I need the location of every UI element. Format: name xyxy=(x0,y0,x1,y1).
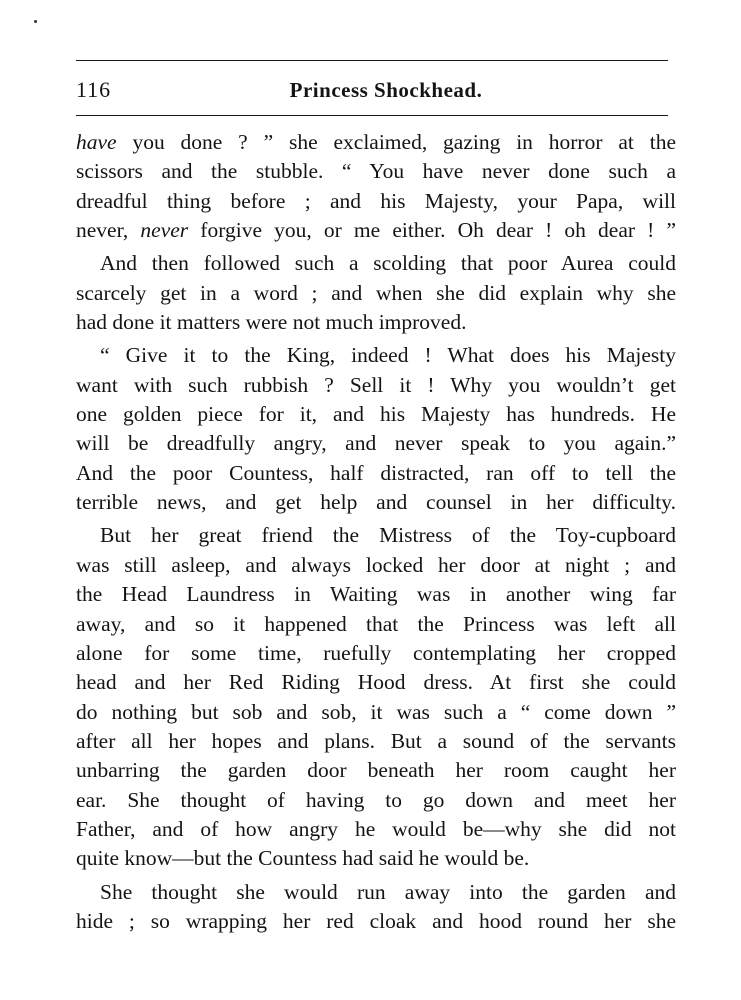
text-line: head and her Red Riding Hood dress. At first she could xyxy=(76,670,676,695)
text-line: was still asleep, and always locked her door at night ; and xyxy=(76,552,676,577)
text-line: ear. She thought of having to go down and meet her xyxy=(76,787,676,812)
text-line: do nothing but sob and sob, it was such a “ come down ” xyxy=(76,699,676,724)
page-number: 116 xyxy=(76,77,112,102)
text-line: one golden piece for it, and his Majesty has hundreds. He xyxy=(76,402,676,427)
emphasis: never xyxy=(140,218,189,243)
body-text xyxy=(76,128,676,936)
text-run: never, xyxy=(76,218,141,243)
text-line xyxy=(76,216,676,245)
page-header xyxy=(76,76,668,104)
text-line: the Head Laundress in Waiting was in another wing far xyxy=(76,582,676,607)
text-line: And then followed such a scolding that poor Aurea could xyxy=(100,251,676,276)
text-run: forgive you, or me either. Oh dear ! oh dear ! ” xyxy=(188,218,677,243)
text-line: dreadful thing before ; and his Majesty, your Papa, will xyxy=(76,188,676,213)
text-run: you done ? ” she exclaimed, gazing in horror at the xyxy=(116,130,676,154)
emphasis: have xyxy=(76,130,117,154)
header-bottom-rule xyxy=(76,115,668,116)
text-line: And the poor Countess, half distracted, ran off to tell the xyxy=(76,460,676,485)
text-line: want with such rubbish ? Sell it ! Why you wouldn’t get xyxy=(76,372,676,397)
speck-mark xyxy=(34,20,37,23)
text-line: away, and so it happened that the Princess was left all xyxy=(76,611,676,636)
text-line: will be dreadfully angry, and never speak to you again.” xyxy=(76,431,676,456)
text-line: hide ; so wrapping her red cloak and hood round her she xyxy=(76,908,676,933)
text-line: alone for some time, ruefully contemplating her cropped xyxy=(76,640,676,665)
text-line xyxy=(76,128,676,157)
text-line: terrible news, and get help and counsel in her difficulty. xyxy=(76,490,676,515)
paragraph-5 xyxy=(76,878,676,937)
paragraph-1 xyxy=(76,128,676,245)
text-line: after all her hopes and plans. But a sound of the servants xyxy=(76,728,676,753)
text-line: unbarring the garden door beneath her room caught her xyxy=(76,758,676,783)
text-line: But her great friend the Mistress of the Toy-cupboard xyxy=(100,523,676,548)
header-top-rule xyxy=(76,60,668,61)
text-line: She thought she would run away into the garden and xyxy=(100,879,676,904)
running-head: Princess Shockhead. xyxy=(289,78,483,102)
text-line: had done it matters were not much improved. xyxy=(76,310,467,335)
paragraph-3 xyxy=(76,341,676,517)
text-line: scarcely get in a word ; and when she did explain why she xyxy=(76,280,676,305)
text-line: “ Give it to the King, indeed ! What does his Majesty xyxy=(100,343,676,368)
paragraph-2 xyxy=(76,249,676,337)
paragraph-4 xyxy=(76,521,676,873)
text-line: scissors and the stubble. “ You have never done such a xyxy=(76,159,676,184)
text-line: Father, and of how angry he would be—why she did not xyxy=(76,816,676,841)
text-line: quite know—but the Countess had said he would be. xyxy=(76,846,530,871)
